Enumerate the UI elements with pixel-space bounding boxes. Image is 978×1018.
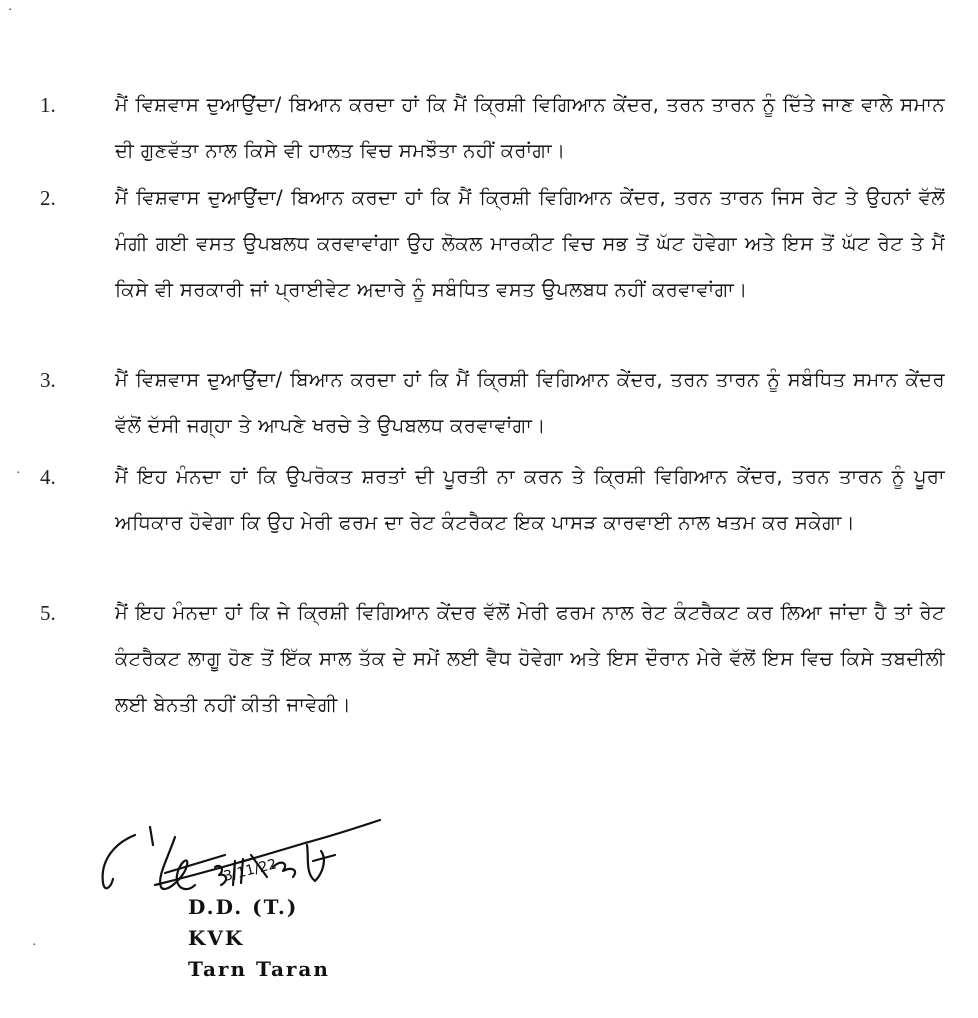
clause-number: 5. (40, 601, 56, 625)
clause-text: ਮੈਂ ਵਿਸ਼ਵਾਸ ਦੁਆਉਂਦਾ/ ਬਿਆਨ ਕਰਦਾ ਹਾਂ ਕਿ ਮੈਂ ਕ੍ਰਿਸ਼ੀ ਵਿਗਿਆਨ ਕੇਂਦਰ, ਤਰਨ ਤਾਰਨ ਜਿਸ ਰੇਟ ਤੇ ਉਹਨਾਂ ਵੱਲੋਂ ਮੰਗੀ ਗਈ ਵਸਤ ਉਪਬਲਧ ਕਰਵਾਵਾਂਗਾ ਉਹ ਲੋਕਲ ਮਾਰਕੀਟ ਵਿਚ ਸਭ ਤੋਂ ਘੱਟ ਹੋਵੇਗਾ ਅਤੇ ਇਸ ਤੋਂ ਘੱਟ ਰੇਟ ਤੇ ਮੈਂ ਕਿਸੇ ਵੀ ਸਰਕਾਰੀ ਜਾਂ ਪ੍ਰਾਈਵੇਟ ਅਦਾਰੇ ਨੂੰ ਸਬੰਧਿਤ ਵਸਤ ਉਪਲਬਧ ਨਹੀਂ ਕਰਵਾਵਾਂਗਾ। (115, 186, 945, 301)
clause-text: ਮੈਂ ਇਹ ਮੰਨਦਾ ਹਾਂ ਕਿ ਉਪਰੋਕਤ ਸ਼ਰਤਾਂ ਦੀ ਪੂਰਤੀ ਨਾ ਕਰਨ ਤੇ ਕ੍ਰਿਸ਼ੀ ਵਿਗਿਆਨ ਕੇਂਦਰ, ਤਰਨ ਤਾਰਨ ਨੂੰ ਪੂਰਾ ਅਧਿਕਾਰ ਹੋਵੇਗਾ ਕਿ ਉਹ ਮੇਰੀ ਫਰਮ ਦਾ ਰੇਟ ਕੰਟਰੈਕਟ ਇਕ ਪਾਸੜ ਕਾਰਵਾਈ ਨਾਲ ਖਤਮ ਕਰ ਸਕੇਗਾ। (115, 465, 945, 534)
clause-number: 2. (40, 186, 56, 210)
scan-speck: ⋅ (8, 3, 13, 18)
signature-date: 3/11/22 (222, 856, 279, 885)
scan-speck: · (32, 938, 37, 953)
scan-speck: · (16, 466, 21, 481)
clause-number: 4. (40, 465, 56, 489)
clause-text: ਮੈਂ ਵਿਸ਼ਵਾਸ ਦੁਆਉਂਦਾ/ ਬਿਆਨ ਕਰਦਾ ਹਾਂ ਕਿ ਮੈਂ ਕ੍ਰਿਸ਼ੀ ਵਿਗਿਆਨ ਕੇਂਦਰ, ਤਰਨ ਤਾਰਨ ਨੂੰ ਦਿੱਤੇ ਜਾਣ ਵਾਲੇ ਸਮਾਨ ਦੀ ਗੁਣਵੱਤਾ ਨਾਲ ਕਿਸੇ ਵੀ ਹਾਲਤ ਵਿਚ ਸਮਝੌਤਾ ਨਹੀਂ ਕਰਾਂਗਾ। (115, 93, 945, 162)
signatory-designation: D.D. (T.) (188, 895, 299, 919)
signatory-location: Tarn Taran (188, 957, 330, 981)
signatory-block (188, 892, 330, 985)
clause-number: 1. (40, 93, 56, 117)
signatory-office: KVK (188, 926, 245, 950)
clause-number: 3. (40, 368, 56, 392)
clause-text: ਮੈਂ ਇਹ ਮੰਨਦਾ ਹਾਂ ਕਿ ਜੇ ਕ੍ਰਿਸ਼ੀ ਵਿਗਿਆਨ ਕੇਂਦਰ ਵੱਲੋਂ ਮੇਰੀ ਫਰਮ ਨਾਲ ਰੇਟ ਕੰਟਰੈਕਟ ਕਰ ਲਿਆ ਜਾਂਦਾ ਹੈ ਤਾਂ ਰੇਟ ਕੰਟਰੈਕਟ ਲਾਗੂ ਹੋਣ ਤੋਂ ਇੱਕ ਸਾਲ ਤੱਕ ਦੇ ਸਮੇਂ ਲਈ ਵੈਧ ਹੋਵੇਗਾ ਅਤੇ ਇਸ ਦੌਰਾਨ ਮੇਰੇ ਵੱਲੋਂ ਇਸ ਵਿਚ ਕਿਸੇ ਤਬਦੀਲੀ ਲਈ ਬੇਨਤੀ ਨਹੀਂ ਕੀਤੀ ਜਾਵੇਗੀ। (115, 601, 945, 716)
clause-text: ਮੈਂ ਵਿਸ਼ਵਾਸ ਦੁਆਉਂਦਾ/ ਬਿਆਨ ਕਰਦਾ ਹਾਂ ਕਿ ਮੈਂ ਕ੍ਰਿਸ਼ੀ ਵਿਗਿਆਨ ਕੇਂਦਰ, ਤਰਨ ਤਾਰਨ ਨੂੰ ਸਬੰਧਿਤ ਸਮਾਨ ਕੇਂਦਰ ਵੱਲੋਂ ਦੱਸੀ ਜਗ੍ਹਾ ਤੇ ਆਪਣੇ ਖਰਚੇ ਤੇ ਉਪਬਲਧ ਕਰਵਾਵਾਂਗਾ। (115, 368, 945, 437)
